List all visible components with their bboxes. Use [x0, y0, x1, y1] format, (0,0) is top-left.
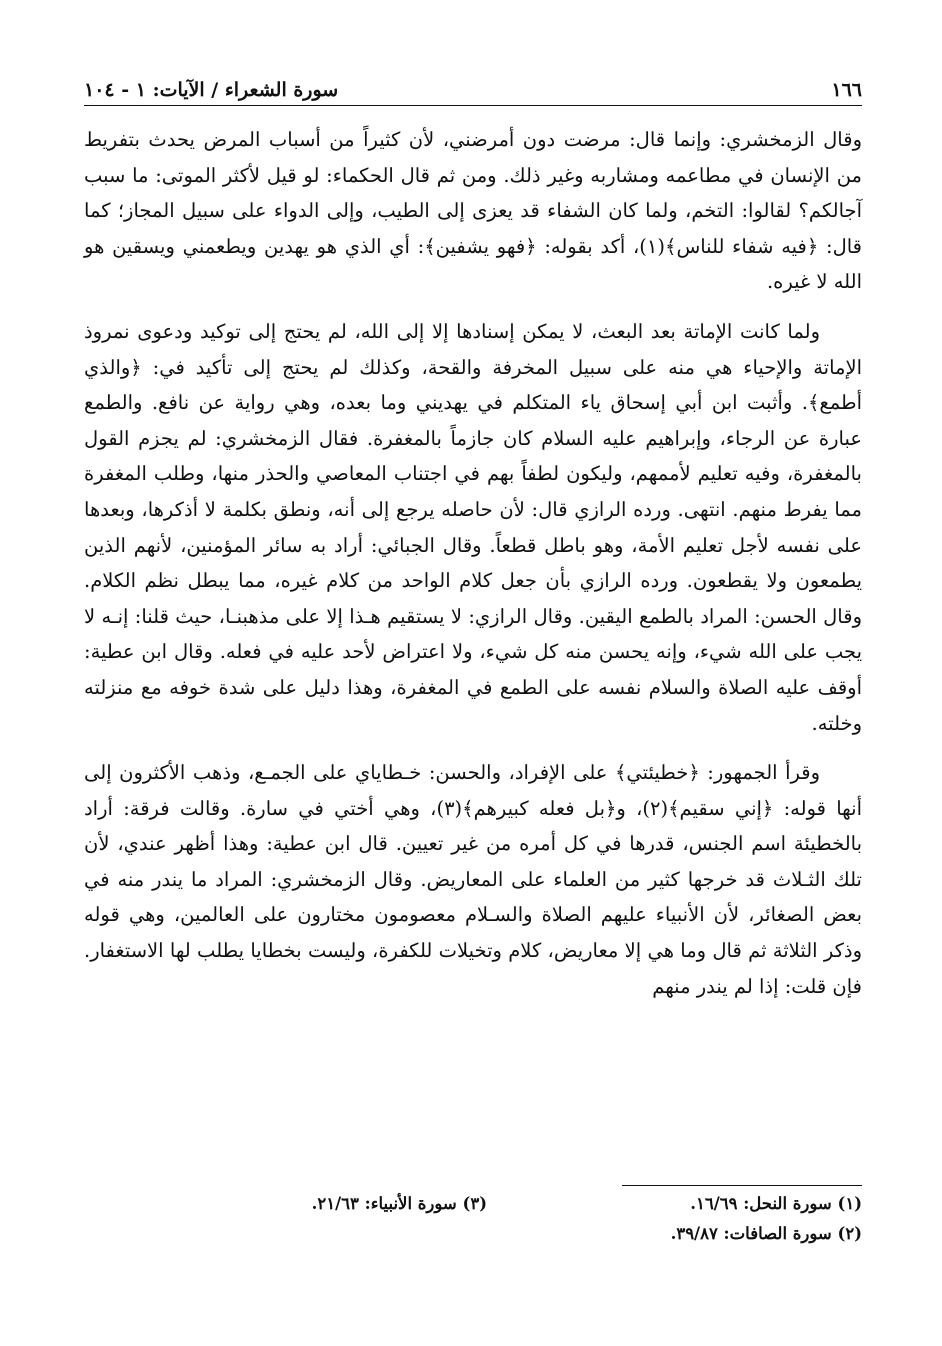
line: وقرأ الجمهور: ﴿خطيئتي﴾ على الإفراد، والحسن: خـطاياي على الجمـع، وذهب [185, 761, 821, 785]
page-body [84, 122, 862, 1004]
line: اجتناب المعاصي والحذر منها، وطلب المغفرة مما يفرط منهم. انتهى. ورده الرازي قال: [84, 462, 862, 521]
header-title: سورة الشعراء / الآيات: ١ - ١٠٤ [84, 79, 339, 101]
line: بتفريط من الإنسان في مطاعمه ومشاربه وغير ذلك. ومن ثم قال الحكماء: لو قيل لأكثر [84, 128, 862, 187]
line: الموتى: ما سبب آجالكم؟ لقالوا: التخم، ولما كان الشفاء قد يعزى إلى الطيب، وإلى [84, 163, 862, 223]
line: لأن حاصله يرجع إلى أنه، ونطق بكلمة لا أذكرها، وبعدها على نفسه لأجل تعليم الأمة، [84, 497, 862, 557]
line: لا يجب على الله شيء، وإنه يحسن منه كل شيء، ولا اعتراض لأحد عليه في فعله. وقال [84, 604, 862, 664]
line: ودعوى نمروذ الإماتة والإحياء هي منه على سبيل المخرفة والقحة، وكذلك لم يحتج إلى [84, 319, 863, 379]
running-header [84, 72, 862, 106]
line: الأكثرون إلى أنها قوله: ﴿إني سقيم﴾(٢)، و﴿بل فعله كبيرهم﴾(٣)، وهي أختي في سارة. [84, 761, 863, 820]
line: الزمخشري: المراد ما يندر منه في بعض الصغائر، لأن الأنبياء عليهم الصلاة والسـلام [84, 867, 862, 927]
line: المراد بالطمع اليقين. وقال الرازي: لا يستقيم هـذا إلا على مذهبنـا، حيث قلنا: إنـه [95, 604, 748, 628]
paragraph-1 [84, 122, 862, 300]
page-number: ١٦٦ [831, 79, 862, 101]
line: كلام وتخيلات للكفرة، وليست بخطايا يطلب لها الاستغفار. فإن قلت: إذا لم يندر منهم [84, 939, 862, 998]
line: خوفه مع منزلته وخلته. [84, 675, 862, 735]
footnote-separator [622, 1185, 862, 1186]
line: ولما كانت الإماتة بعد البعث، لا يمكن إسنادها إلا إلى الله، لم يحتج إلى توكيد [192, 319, 820, 343]
line: تأكيد في: ﴿والذي أطمع﴾. وأثبت ابن أبي إسحاق ياء المتكلم في يهديني وما بعده، [84, 355, 862, 415]
paragraph-3 [84, 755, 862, 1004]
line: معصومون مختارون على العالمين، وهي قوله وذكر الثلاثة ثم قال وما هي إلا معاريض، [84, 903, 862, 963]
line: الدواء على سبيل المجاز؛ كما قال: ﴿فيه شفاء للناس﴾(١)، أكد بقوله: ﴿فهو يشفين﴾: [84, 199, 863, 258]
line: ابن عطية: أوقف عليه الصلاة والسلام نفسه على الطمع في المغفرة، وهذا دليل على شدة [84, 640, 862, 699]
paragraph-2 [84, 314, 862, 741]
line: وهي رواية عن نافع. والطمع عبارة عن الرجاء، وإبراهيم عليه السلام كان جازماً بالمغفرة. [84, 391, 862, 450]
line: وهو باطل قطعاً. وقال الجبائي: أراد به سائر المؤمنين، لأنهم الذين يطمعون ولا يقطعون. [84, 533, 863, 593]
line: وهذا أظهر عندي، لأن تلك الثـلاث قد خرجها كثير من العلماء على المعاريض. وقال [84, 832, 862, 891]
line: أي الذي هو يهدين ويطعمني ويسقين هو الله لا غيره. [84, 234, 862, 294]
line: ورده الرازي بأن جعل كلام الواحد من كلام غيره، مما يبطل نظم الكلام. وقال الحسن: [84, 569, 862, 628]
footnote-3: (٣) سورة الأنبياء: ٢١/٦٣. [311, 1194, 487, 1213]
line: وقال الزمخشري: وإنما قال: مرضت دون أمرضني، لأن كثيراً من أسباب المرض يحدث [139, 128, 862, 151]
footnote-2: (٢) سورة الصافات: ٣٩/٨٧. [670, 1224, 862, 1243]
line: فقال الزمخشري: لم يجزم القول بالمغفرة، وفيه تعليم لأممهم، وليكون لطفاً بهم في [84, 426, 862, 486]
footnote-1: (١) سورة النحل: ١٦/٦٩. [690, 1194, 862, 1213]
line: وقالت فرقة: أراد بالخطيئة اسم الجنس، قدرها في كل أمره من غير تعيين. قال ابن عطية: [84, 796, 862, 856]
